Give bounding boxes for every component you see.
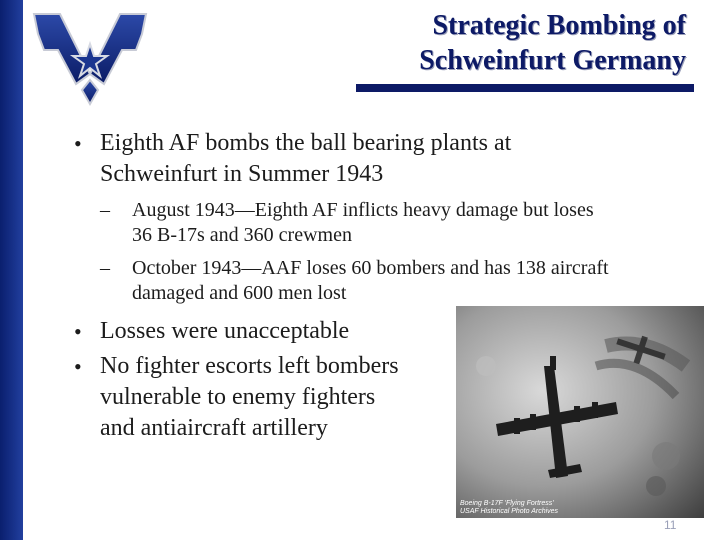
b17-bomber-photo	[456, 306, 704, 518]
air-force-wings-logo-icon	[30, 4, 150, 108]
bullet-item	[72, 351, 460, 444]
bullet-mark: •	[74, 354, 82, 379]
sub-bullet-text-line: August 1943—Eighth AF inflicts heavy damage but loses	[132, 199, 594, 221]
bullet-text-line: Eighth AF bombs the ball bearing plants at	[100, 130, 512, 156]
slide-title	[266, 8, 686, 78]
sub-bullet-text-line: 36 B-17s and 360 crewmen	[132, 224, 352, 246]
bomber-photo-image	[456, 306, 704, 518]
left-sidebar-bar	[0, 0, 23, 540]
sub-bullet-text-line: October 1943—AAF loses 60 bombers and has 138 aircraft	[132, 257, 609, 279]
bullet-mark: •	[74, 131, 82, 156]
photo-caption-line: USAF Historical Photo Archives	[460, 508, 559, 515]
bullet-item	[72, 128, 712, 190]
bullet-mark: •	[74, 319, 82, 344]
bullet-text-line: Schweinfurt in Summer 1943	[100, 161, 384, 187]
title-line-1: Strategic Bombing of	[432, 10, 686, 41]
sub-bullet-text-line: damaged and 600 men lost	[132, 282, 347, 304]
title-underline	[356, 84, 694, 92]
bullet-text-line: Losses were unacceptable	[100, 318, 350, 344]
photo-caption	[460, 500, 558, 516]
bullet-item	[72, 316, 460, 347]
sub-bullet-mark: –	[100, 199, 110, 221]
title-line-2: Schweinfurt Germany	[419, 45, 686, 76]
bullet-text-line: No fighter escorts left bombers	[100, 353, 399, 379]
bullet-text-line: vulnerable to enemy fighters	[100, 384, 376, 410]
bullet-text-line: and antiaircraft artillery	[100, 415, 328, 441]
sub-bullet-mark: –	[100, 257, 110, 279]
sub-bullet-item	[72, 198, 712, 248]
photo-caption-line: Boeing B-17F 'Flying Fortress'	[460, 500, 554, 507]
page-number: 11	[664, 518, 677, 532]
sub-bullet-item	[72, 256, 712, 306]
